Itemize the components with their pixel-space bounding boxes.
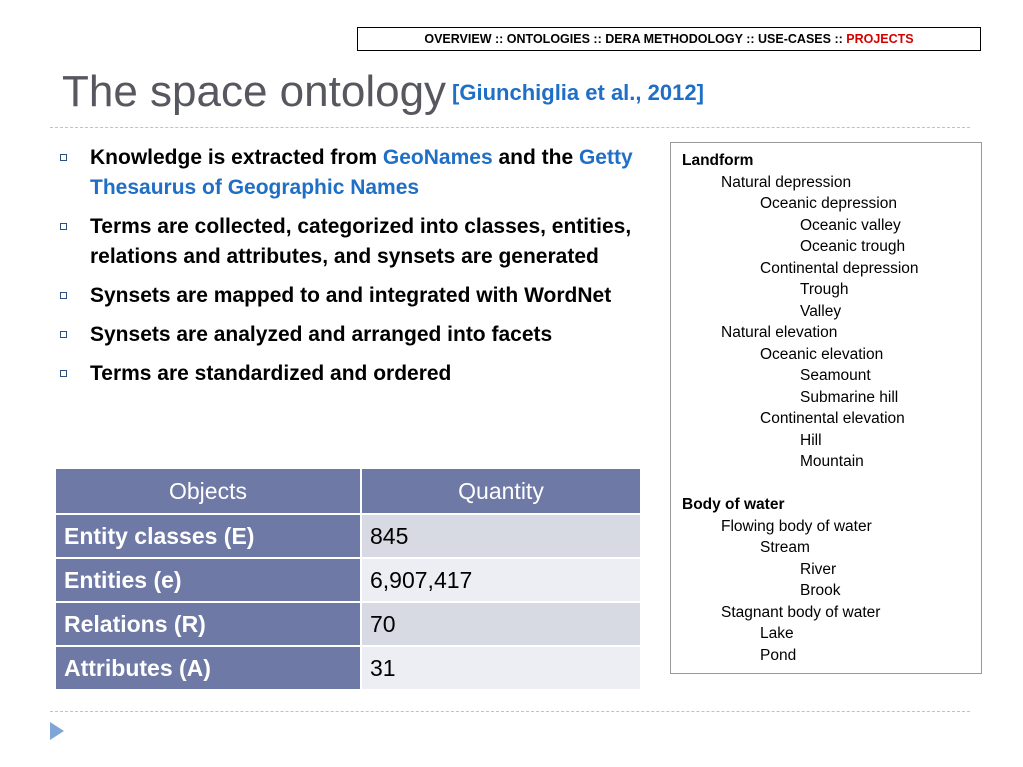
tree-node: Mountain [800, 453, 864, 470]
getty-thesaurus-link[interactable]: Getty Thesaurus of Geographic Names [90, 146, 633, 199]
nav-dera-methodology[interactable]: DERA METHODOLOGY [605, 32, 743, 46]
bullet-item [60, 212, 660, 272]
tree-node: Natural elevation [721, 324, 838, 341]
object-cell: Entity classes (E) [55, 514, 361, 558]
bullet-text: Synsets are analyzed and arranged into facets [90, 323, 553, 346]
nav-ontologies[interactable]: ONTOLOGIES [506, 32, 590, 46]
tree-node: Oceanic elevation [760, 345, 884, 363]
tree-node: Pond [760, 646, 797, 664]
nav-use-cases[interactable]: USE-CASES [758, 32, 831, 46]
object-cell: Attributes (A) [55, 646, 361, 690]
tree-node: Stream [760, 539, 810, 556]
tree-node: Oceanic depression [760, 195, 897, 212]
tree-node: Continental elevation [760, 410, 905, 427]
nav-separator: :: [834, 32, 847, 46]
section-breadcrumb [357, 27, 981, 51]
object-cell: Relations (R) [55, 602, 361, 646]
nav-projects[interactable]: PROJECTS [846, 32, 914, 46]
bullet-text: and the [492, 146, 579, 169]
table-row [55, 602, 641, 646]
nav-overview[interactable]: OVERVIEW [424, 32, 492, 46]
tree-node: Oceanic valley [800, 216, 901, 234]
quantity-cell: 31 [361, 646, 641, 690]
tree-node: River [800, 560, 837, 578]
tree-node: Valley [800, 302, 842, 320]
tree-node: Oceanic trough [800, 238, 906, 255]
table-row [55, 558, 641, 602]
bullet-square-icon [60, 223, 67, 230]
nav-separator: :: [746, 32, 759, 46]
slide-title [62, 64, 704, 121]
bullet-item [60, 320, 660, 350]
column-header-objects: Objects [55, 468, 361, 514]
tree-node: Seamount [800, 367, 871, 384]
table-row [55, 646, 641, 690]
bottom-divider [50, 711, 970, 712]
geonames-link[interactable]: GeoNames [382, 146, 493, 169]
slide-citation: [Giunchiglia et al., 2012] [452, 80, 704, 105]
tree-node: Brook [800, 582, 841, 599]
bullet-text: Terms are collected, categorized into classes, entities, relations and attributes, and synsets are generated [90, 215, 632, 268]
table-header-row [55, 468, 641, 514]
tree-node: Submarine hill [800, 388, 899, 406]
nav-separator: :: [593, 32, 606, 46]
nav-separator: :: [494, 32, 507, 46]
tree-node: Trough [800, 281, 849, 298]
slide-title-text: The space ontology [62, 67, 447, 116]
bullet-square-icon [60, 154, 67, 161]
table-row [55, 514, 641, 558]
tree-node: Lake [760, 625, 794, 642]
space-ontology-hierarchy [670, 142, 982, 674]
tree-node: Flowing body of water [721, 517, 872, 535]
tree-node-body-of-water: Body of water [682, 496, 785, 513]
tree-node: Natural depression [721, 173, 852, 191]
column-header-quantity: Quantity [361, 468, 641, 514]
next-slide-arrow-icon[interactable] [50, 722, 64, 740]
bullet-square-icon [60, 331, 67, 338]
tree-node-landform: Landform [682, 152, 754, 169]
bullet-square-icon [60, 370, 67, 377]
object-cell: Entities (e) [55, 558, 361, 602]
quantity-cell: 845 [361, 514, 641, 558]
bullet-list [60, 143, 660, 398]
quantity-cell: 6,907,417 [361, 558, 641, 602]
tree-node: Stagnant body of water [721, 603, 881, 621]
tree-spacer [682, 473, 981, 495]
tree-node: Continental depression [760, 259, 919, 277]
bullet-text: Synsets are mapped to and integrated with WordNet [90, 284, 612, 307]
ontology-statistics-table [54, 467, 642, 691]
bullet-item [60, 359, 660, 389]
bullet-text: Terms are standardized and ordered [90, 362, 452, 385]
bullet-text: Knowledge is extracted from [90, 146, 383, 169]
top-divider [50, 127, 970, 128]
bullet-square-icon [60, 292, 67, 299]
quantity-cell: 70 [361, 602, 641, 646]
bullet-item [60, 143, 660, 203]
bullet-item [60, 281, 660, 311]
tree-node: Hill [800, 431, 822, 449]
